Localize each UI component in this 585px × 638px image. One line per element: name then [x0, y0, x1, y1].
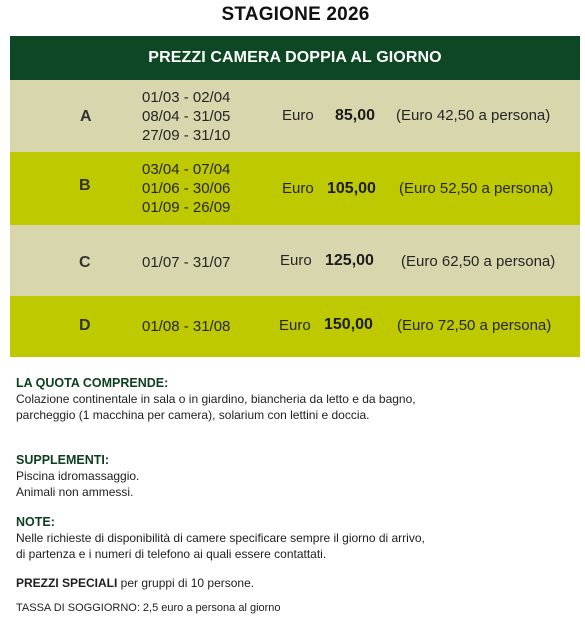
band-letter: C: [79, 254, 91, 271]
includes-title: LA QUOTA COMPRENDE:: [16, 376, 169, 390]
date-ranges: [142, 160, 230, 217]
date-range: 27/09 - 31/10: [142, 127, 231, 144]
includes-text-line: parcheggio (1 macchina per camera), solarium con lettini e doccia.: [16, 408, 370, 422]
currency-label: Euro: [282, 180, 314, 197]
tourist-tax-note: TASSA DI SOGGIORNO: 2,5 euro a persona al giorno: [16, 602, 281, 614]
date-range: 01/09 - 26/09: [142, 199, 231, 216]
band-letter: A: [80, 108, 92, 125]
room-price: 85,00: [335, 107, 376, 124]
date-range: 01/08 - 31/08: [142, 318, 231, 335]
supplements-block: [16, 452, 576, 500]
date-range: 03/04 - 07/04: [142, 161, 231, 178]
currency-label: Euro: [282, 107, 314, 124]
date-ranges: [142, 253, 230, 272]
notes-block: [16, 514, 576, 562]
price-row-b: [10, 152, 580, 225]
date-ranges: [142, 317, 230, 336]
per-person-price: (Euro 52,50 a persona): [399, 180, 554, 197]
notes-text-line: di partenza e i numeri di telefono ai quali essere contattati.: [16, 547, 327, 561]
special-prices-label: PREZZI SPECIALI: [16, 576, 118, 590]
supplements-text-line: Animali non ammessi.: [16, 485, 134, 499]
band-letter: B: [79, 177, 91, 194]
price-row-d: [10, 296, 580, 357]
special-prices-text: per gruppi di 10 persone.: [117, 576, 255, 590]
date-range: 01/07 - 31/07: [142, 254, 231, 271]
room-price: 125,00: [325, 252, 374, 269]
date-range: 01/03 - 02/04: [142, 89, 231, 106]
currency-label: Euro: [280, 252, 312, 269]
per-person-price: (Euro 42,50 a persona): [396, 107, 551, 124]
date-range: 01/06 - 30/06: [142, 180, 231, 197]
supplements-text-line: Piscina idromassaggio.: [16, 469, 140, 483]
room-price: 105,00: [327, 180, 376, 197]
band-letter: D: [79, 317, 91, 334]
includes-block: [16, 375, 576, 423]
supplements-title: SUPPLEMENTI:: [16, 453, 110, 467]
includes-text-line: Colazione continentale in sala o in giardino, biancheria da letto e da bagno,: [16, 392, 416, 406]
price-table: [10, 36, 580, 357]
per-person-price: (Euro 72,50 a persona): [397, 317, 552, 334]
notes-title: NOTE:: [16, 515, 55, 529]
table-header: PREZZI CAMERA DOPPIA AL GIORNO: [10, 36, 580, 80]
special-prices-block: [16, 575, 576, 591]
price-row-a: [10, 80, 580, 152]
price-row-c: [10, 225, 580, 296]
date-range: 08/04 - 31/05: [142, 108, 231, 125]
currency-label: Euro: [279, 317, 311, 334]
per-person-price: (Euro 62,50 a persona): [401, 253, 556, 270]
date-ranges: [142, 88, 230, 145]
season-title: STAGIONE 2026: [221, 4, 370, 25]
notes-text-line: Nelle richieste di disponibilità di camere specificare sempre il giorno di arrivo,: [16, 531, 425, 545]
room-price: 150,00: [324, 316, 373, 333]
